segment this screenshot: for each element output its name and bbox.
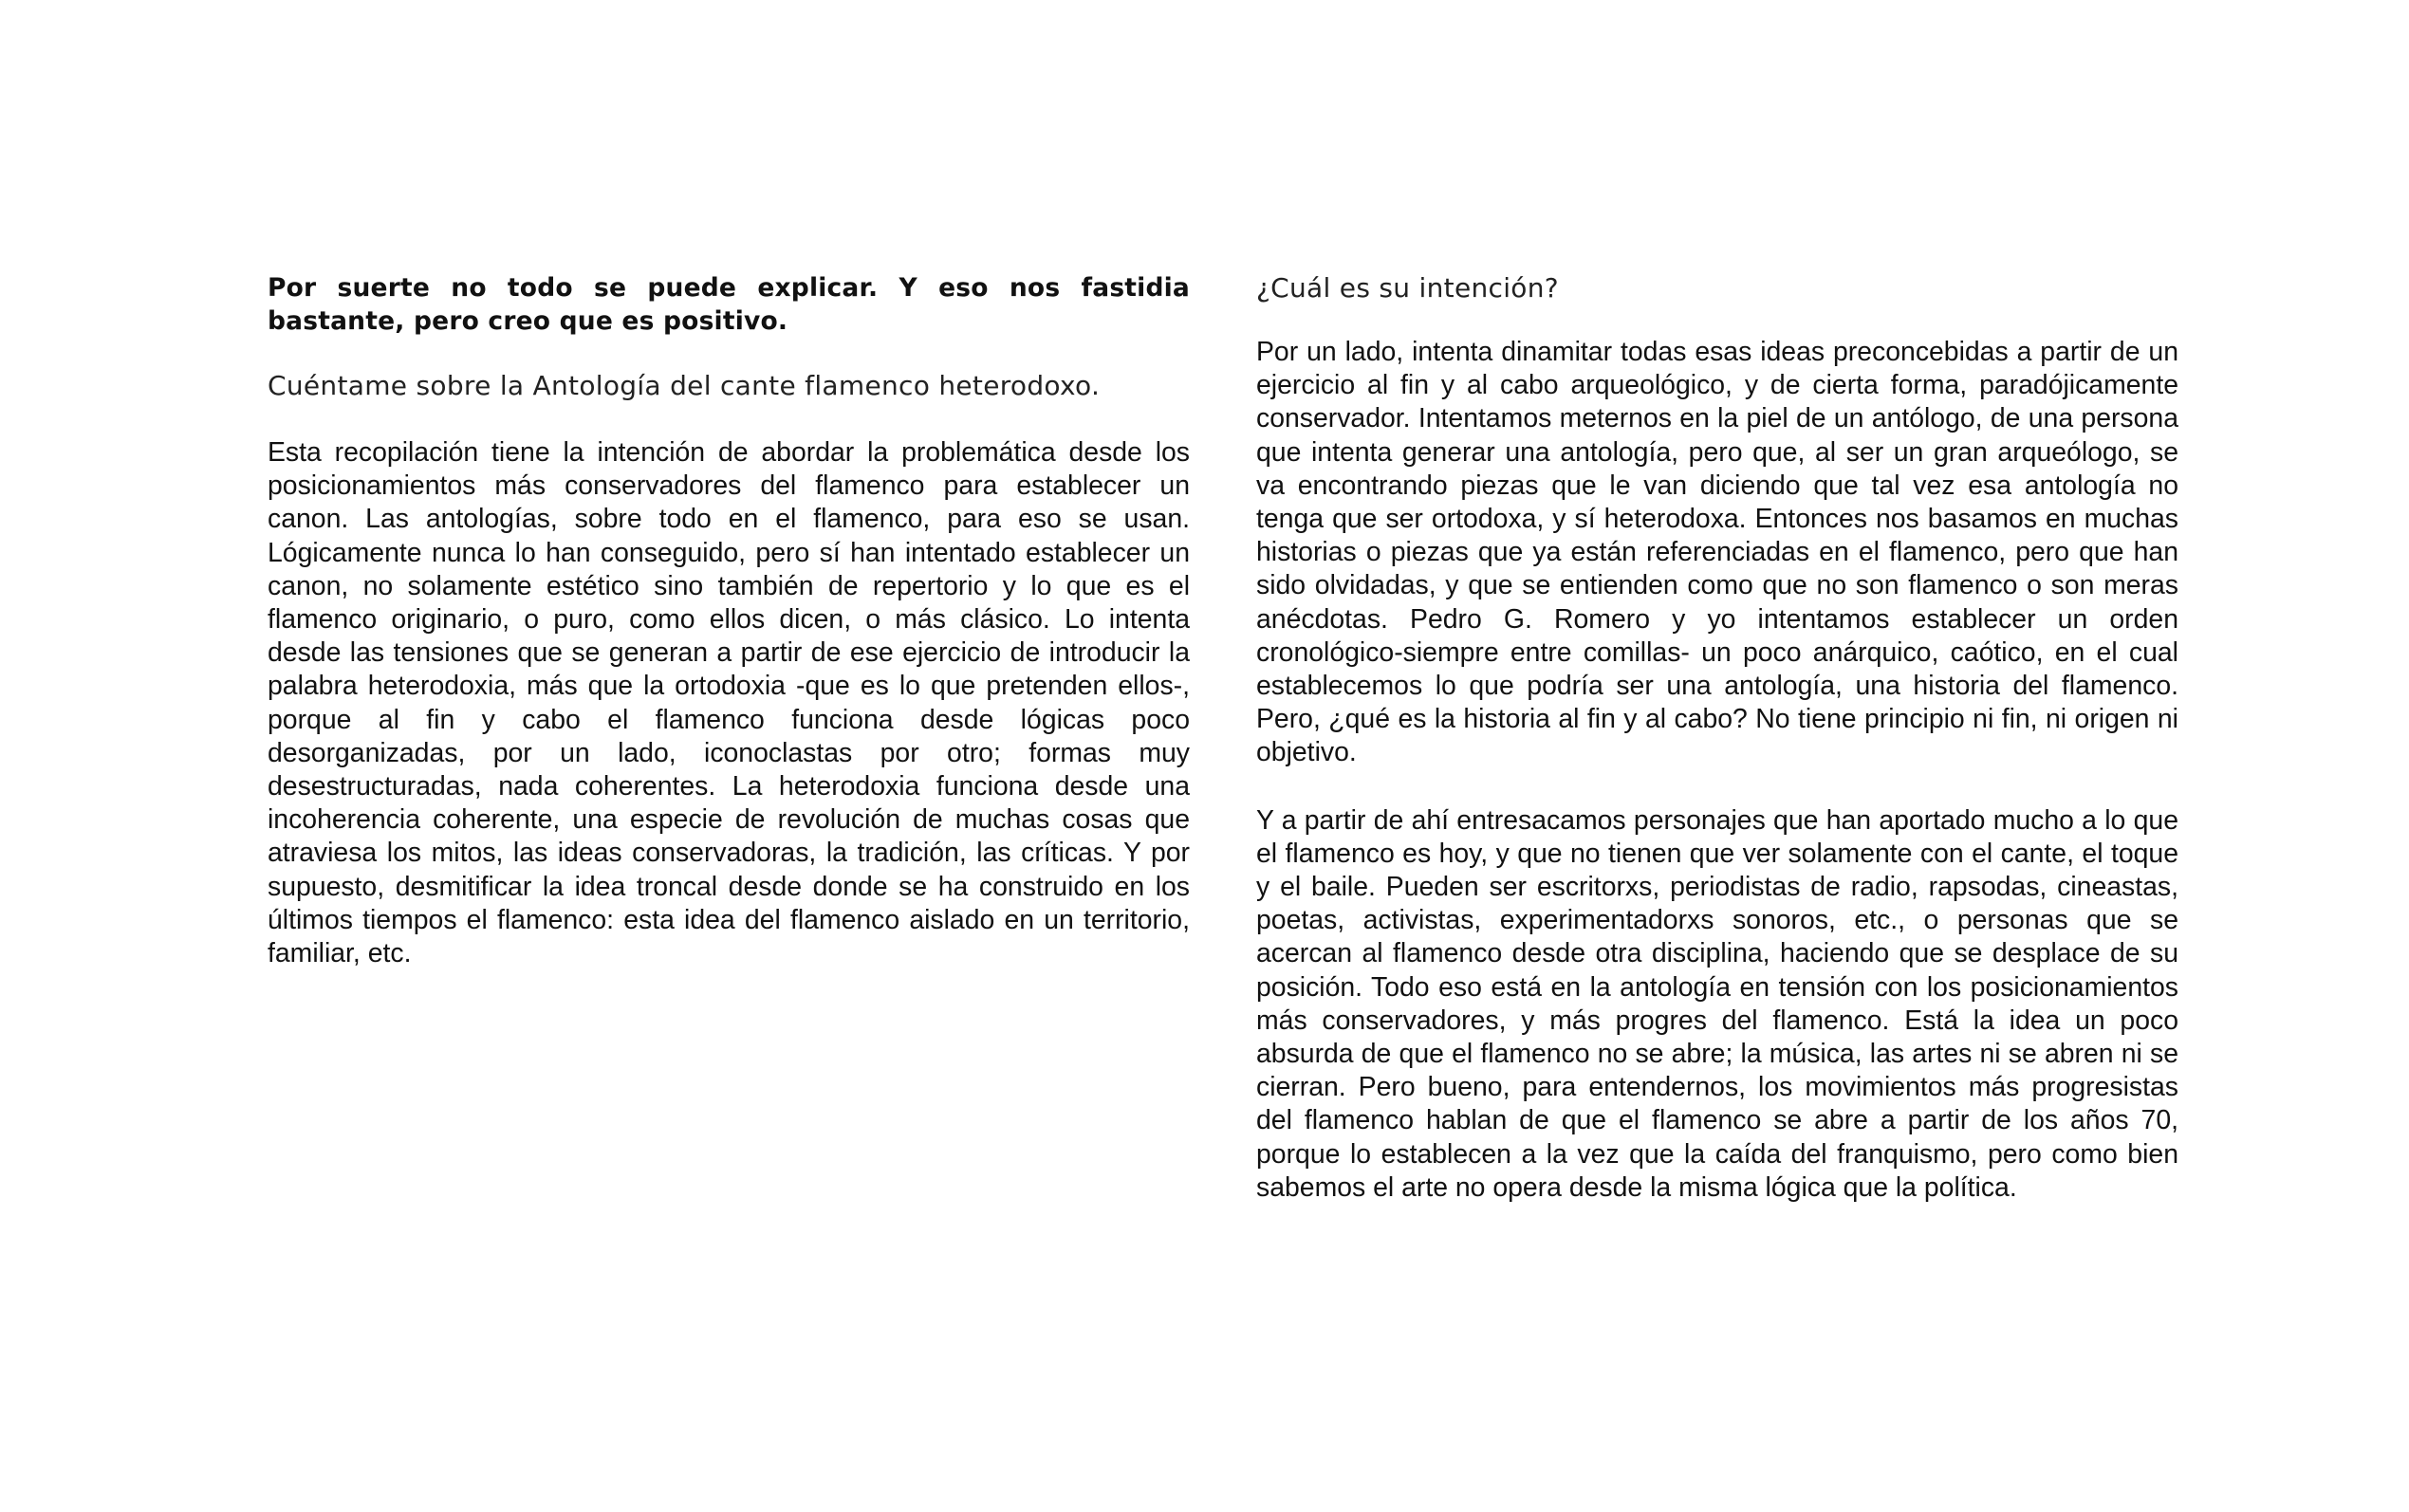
- answer-paragraph: Esta recopilación tiene la intención de abordar la problemática desde los posicionamientos más conservadores del flamenco para establecer un canon. Las antologías, sobre todo en el flamenco, para eso se usan. Lógicamente nunca lo han conseguido, pero sí han intentado establecer un canon, no solamente estético sino también de repertorio y lo que es el flamenco originario, o puro, como ellos dicen, o más clásico. Lo intenta desde las tensiones que se generan a partir de ese ejercicio de introducir la palabra heterodoxia, más que la ortodoxia -que es lo que pretenden ellos-, porque al fin y cabo el flamenco funciona desde lógicas poco desorganizadas, por un lado, iconoclastas por otro; formas muy desestructuradas, nada coherentes. La heterodoxia funciona desde una incoherencia coherente, una especie de revolución de muchas cosas que atraviesa los mitos, las ideas conservadoras, la tradición, las críticas. Y por supuesto, desmitificar la idea troncal desde donde se ha construido en los últimos tiempos el flamenco: esta idea del flamenco aislado en un territorio, familiar, etc.: [268, 437, 1190, 969]
- answer-paragraph: Y a partir de ahí entresacamos personajes que han aportado mucho a lo que el flamenco es hoy, y que no tienen que ver solamente con el cante, el toque y el baile. Pueden ser escritorxs, periodistas de radio, rapsodas, cineastas, poetas, activistas, experimentadorxs sonoros, etc., o personas que se acercan al flamenco desde otra disciplina, haciendo que se desplace de su posición. Todo eso está en la antología en tensión con los posicionamientos más conservadores, y más progres del flamenco. Está la idea un poco absurda de que el flamenco no se abre; la música, las artes ni se abren ni se cierran. Pero bueno, para entendernos, los movimientos más progresistas del flamenco hablan de que el flamenco se abre a partir de los años 70, porque lo establecen a la vez que la caída del franquismo, pero como bien sabemos el arte no opera desde la misma lógica que la política.: [1256, 804, 2178, 1203]
- interview-question: Cuéntame sobre la Antología del cante flamenco heterodoxo.: [268, 370, 1101, 401]
- answer-paragraph: Por un lado, intenta dinamitar todas esas ideas preconcebidas a partir de un ejercicio al fin y al cabo arqueológico, y de cierta forma, paradójicamente conservador. Intentamos meternos en la piel de un antólogo, de una persona que intenta generar una antología, pero que, al ser un gran arqueólogo, se va encontrando piezas que le van diciendo que tal vez esa antología no tenga que ser ortodoxa, y sí heterodoxa. Entonces nos basamos en muchas historias o piezas que ya están referenciadas en el flamenco, pero que han sido olvidadas, y que se entienden como que no son flamenco o son meras anécdotas. Pedro G. Romero y yo intentamos establecer un orden cronológico-siempre entre comillas- un poco anárquico, caótico, en el cual establecemos lo que podría ser una antología, una historia del flamenco. Pero, ¿qué es la historia al fin y al cabo? No tiene principio ni fin, ni origen ni objetivo.: [1256, 337, 2178, 768]
- right-column: [1256, 271, 2178, 1205]
- previous-answer-bold: Por suerte no todo se puede explicar. Y eso nos fastidia bastante, pero creo que es positivo.: [268, 273, 1190, 336]
- interview-question: ¿Cuál es su intención?: [1256, 272, 1559, 304]
- left-column: [268, 271, 1190, 970]
